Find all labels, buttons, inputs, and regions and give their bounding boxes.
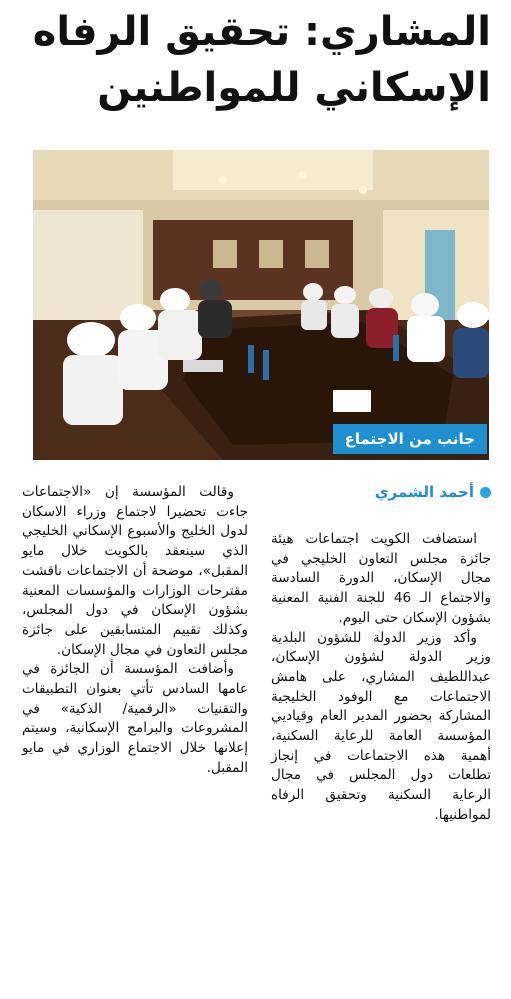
byline (271, 483, 491, 501)
article-column-left (22, 483, 248, 779)
paragraph: استضافت الكويت اجتماعات هيئة جائزة مجلس التعاون الخليجي في مجال الإسكان، الدورة السادسة والاجتماع الـ 46 للجنة الفنية المعنية بشؤون الإسكان حتى اليوم. (271, 531, 491, 626)
paragraph: وأضافت المؤسسة أن الجائزة في عامها السادس تأتي بعنوان التطبيقات والتقنيات «الرقمية/ الذكية» في المشروعات والبرامج الإسكانية، وسيتم إعلانها خلال الاجتماع الوزاري في مايو المقبل. (22, 661, 248, 776)
meeting-illustration (33, 150, 489, 460)
headline-line-1: المشاري: تحقيق الرفاه (32, 9, 491, 55)
headline (21, 4, 491, 116)
paragraph: وقالت المؤسسة إن «الاجتماعات جاءت تحضيرا لاجتماع وزراء الاسكان لدول الخليج والأسبوع الإسكاني الخليجي الذي سينعقد بالكويت خلال مايو المقبل»، موضحة أن الاجتماعات ناقشت مقترحات الوزارات والمؤسسات المعنية بشؤون الإسكان في دول المجلس، وكذلك تقييم المتسابقين على جائزة مجلس التعاون في مجال الإسكان. (22, 484, 248, 658)
article-column-right (271, 530, 491, 826)
author-name: أحمد الشمري (374, 483, 474, 501)
photo-caption: جانب من الاجتماع (333, 424, 487, 454)
headline-line-2: الإسكاني للمواطنين (97, 65, 491, 111)
bullet-dot-icon (480, 487, 491, 498)
paragraph: وأكد وزير الدولة للشؤون البلدية وزير الدولة لشؤون الإسكان، عبداللطيف المشاري، على هامش الاجتماعات مع الوفود الخليجية المشاركة بحضور المدير العام وقياديي المؤسسة العامة للرعاية السكنية، أهمية هذه الاجتماعات في إنجاز تطلعات دول المجلس في مجال الرعاية السكنية وتحقيق الرفاه لمواطنيها. (271, 629, 491, 823)
meeting-photo (33, 150, 489, 460)
